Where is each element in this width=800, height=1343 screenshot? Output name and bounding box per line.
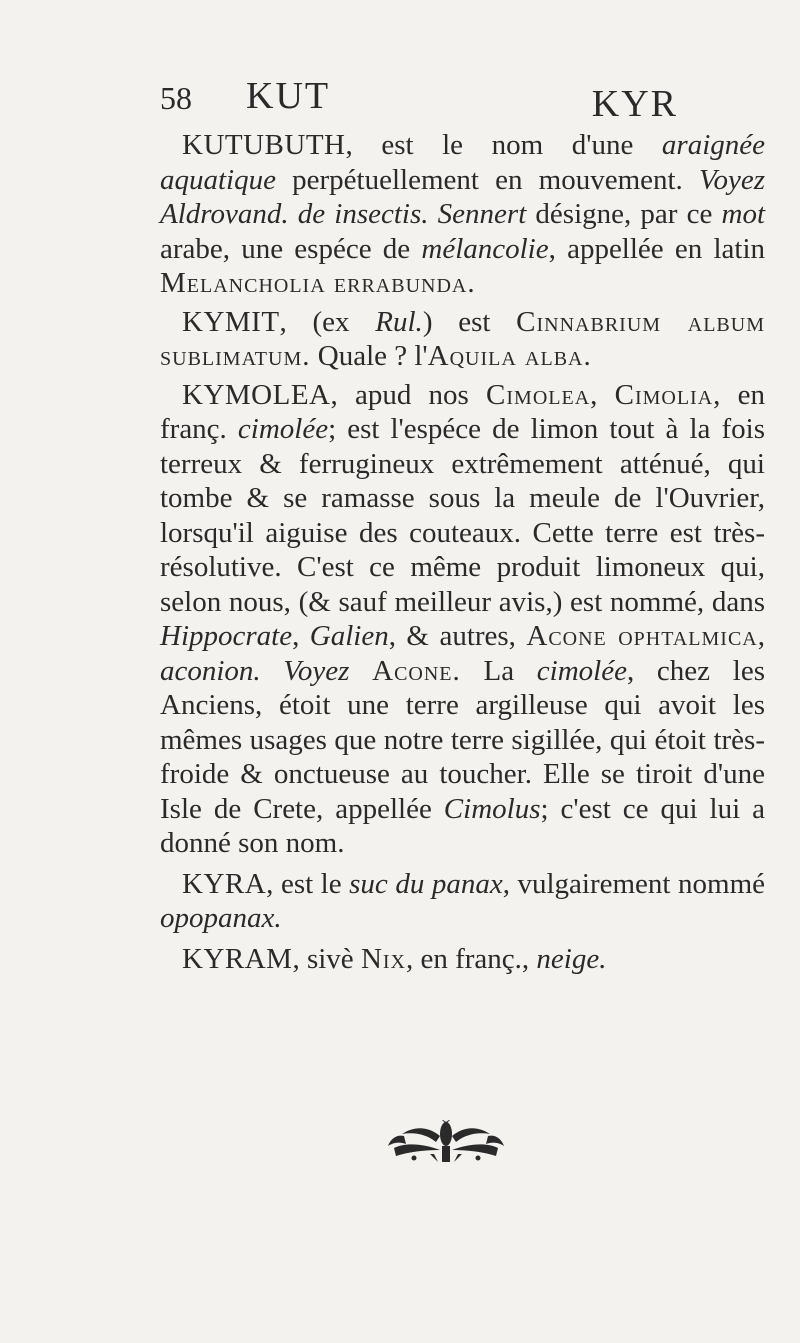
entry-kyra: KYRA, est le suc du panax, vulgairement nommé opopanax. [160,867,765,934]
entry-headword: KUTUBUTH [182,129,346,161]
entry-kyram: KYRAM, sivè Nix, en franç., neige. [182,942,607,975]
page-number: 58 [160,80,192,116]
entry-kutubuth: KUTUBUTH, est le nom d'une araignée aquatique perpétuellement en mouvement. Voyez Aldrovand. de insectis. Sennert désigne, par ce mot arabe, une espéce de mélancolie, appellée en latin Melancholia errabunda. [160,129,766,299]
entry-headword: KYRA [182,867,267,900]
page-header [160,68,680,128]
entry-headword: KYRAM [182,942,293,975]
entry-headword: KYMIT [182,305,280,338]
entry-headword: KYMOLEA [182,378,331,411]
entry-kymit: KYMIT, (ex Rul.) est Cinnabrium album sublimatum. Quale ? l'Aquila alba. [160,305,765,372]
running-head-right: KYR [591,83,678,125]
printer-ornament-icon [384,1120,508,1164]
entry-kymolea: KYMOLEA, apud nos Cimolea, Cimolia, en franç. cimolée; est l'espéce de limon tout à la fois terreux & ferrugineux extrêmement atténué, qui tombe & se ramasse sous la meule de l'Ouvrier, lorsqu'il aiguise des couteaux. Cette terre est très-résolutive. C'est ce même produit limoneux qui, selon nous, (& sauf meilleur avis,) est nommé, dans Hippocrate, Galien, & autres, Acone ophtalmica, aconion. Voyez Acone. La cimolée, chez les Anciens, étoit une terre argilleuse qui avoit les mêmes usages que notre terre sigillée, qui étoit très-froide & onctueuse au toucher. Elle se tiroit d'une Isle de Crete, appellée Cimolus; c'est ce qui lui a donné son nom. [160,378,765,859]
dictionary-column [160,128,765,976]
running-head-left: KUT [246,75,331,117]
